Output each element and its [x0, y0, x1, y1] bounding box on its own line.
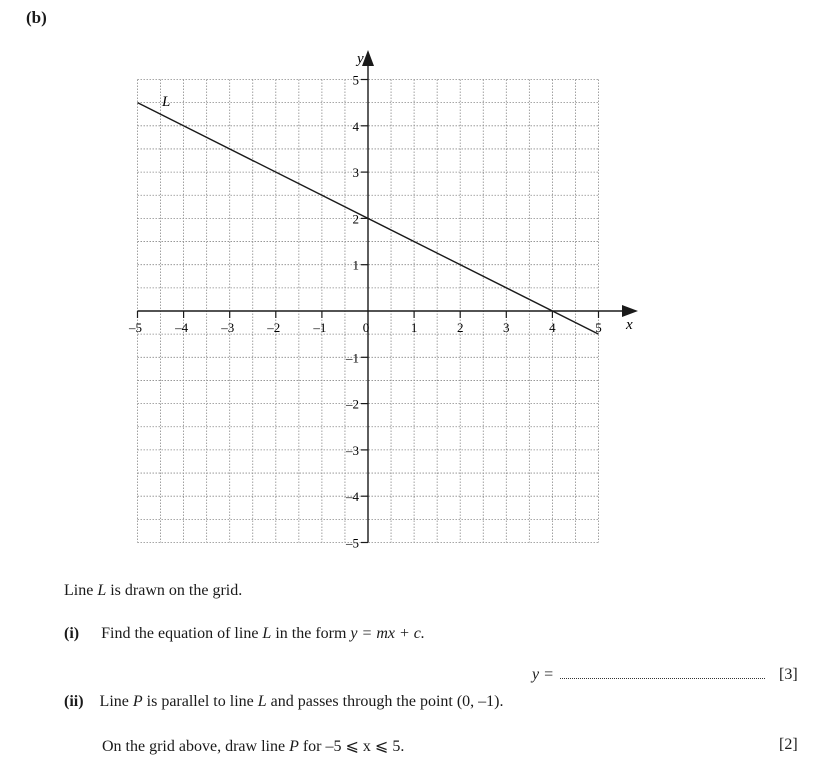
marks-ii: [2]: [779, 736, 798, 753]
question-i-var: L: [262, 625, 272, 642]
y-tick-label: –1: [346, 350, 359, 366]
instruction-var: P: [289, 738, 299, 755]
x-tick-label: 4: [549, 320, 556, 335]
x-axis-label: x: [626, 317, 633, 333]
y-tick-label: 5: [352, 72, 359, 88]
x-axis-arrow: [622, 305, 638, 317]
intro-text: [64, 582, 242, 600]
x-tick-label: –5: [129, 320, 142, 335]
y-tick-label: 3: [352, 165, 359, 181]
x-tick-label: –1: [313, 320, 327, 335]
x-tick-label: 5: [595, 320, 602, 335]
question-ii-text-c: and passes through the point (0, –1).: [270, 693, 504, 710]
y-tick-label: –3: [346, 442, 359, 458]
question-i-text2: in the form: [275, 625, 347, 642]
y-tick-label: 2: [352, 211, 359, 227]
question-ii-var-p: P: [132, 693, 143, 710]
marks-i: [3]: [779, 666, 798, 683]
y-tick-label: –5: [346, 535, 359, 551]
question-ii-text-a: Line: [99, 693, 129, 710]
intro-prefix: Line: [64, 582, 94, 599]
question-i: [64, 625, 425, 643]
x-tick-label: –2: [267, 320, 281, 335]
question-ii-instruction: [102, 736, 404, 756]
x-tick-label: –4: [175, 320, 189, 335]
part-label: (b): [26, 8, 47, 27]
question-i-text: Find the equation of line: [101, 625, 259, 642]
question-i-number: (i): [64, 625, 80, 642]
question-ii-number: (ii): [64, 693, 84, 710]
y-axis-label: y: [357, 51, 364, 67]
x-tick-label: 2: [456, 320, 464, 335]
x-tick-label: –3: [221, 320, 235, 335]
line-L-label: L: [162, 94, 171, 110]
question-ii-text-b: is parallel to line: [146, 693, 254, 710]
intro-rest: is drawn on the grid.: [110, 582, 243, 599]
answer-line-i[interactable]: [532, 666, 765, 684]
intro-var: L: [97, 582, 107, 599]
y-tick-label: –4: [346, 489, 359, 505]
question-ii-var-l: L: [257, 693, 267, 710]
x-tick-label: 0: [362, 320, 370, 335]
question-i-formula: y = mx + c.: [350, 625, 425, 642]
instruction-range: for –5 ⩽ x ⩽ 5.: [302, 738, 405, 755]
x-tick-label: 1: [410, 320, 418, 335]
y-tick-label: –2: [346, 396, 359, 412]
x-tick-label: 3: [503, 320, 510, 335]
y-axis-arrow: [362, 50, 374, 66]
answer-prefix: y =: [532, 666, 554, 683]
answer-dotted-line[interactable]: [560, 666, 765, 679]
y-tick-label: 1: [352, 257, 359, 273]
y-tick-label: 4: [352, 118, 359, 134]
instruction-text: On the grid above, draw line: [102, 738, 286, 755]
question-ii: [64, 693, 504, 711]
